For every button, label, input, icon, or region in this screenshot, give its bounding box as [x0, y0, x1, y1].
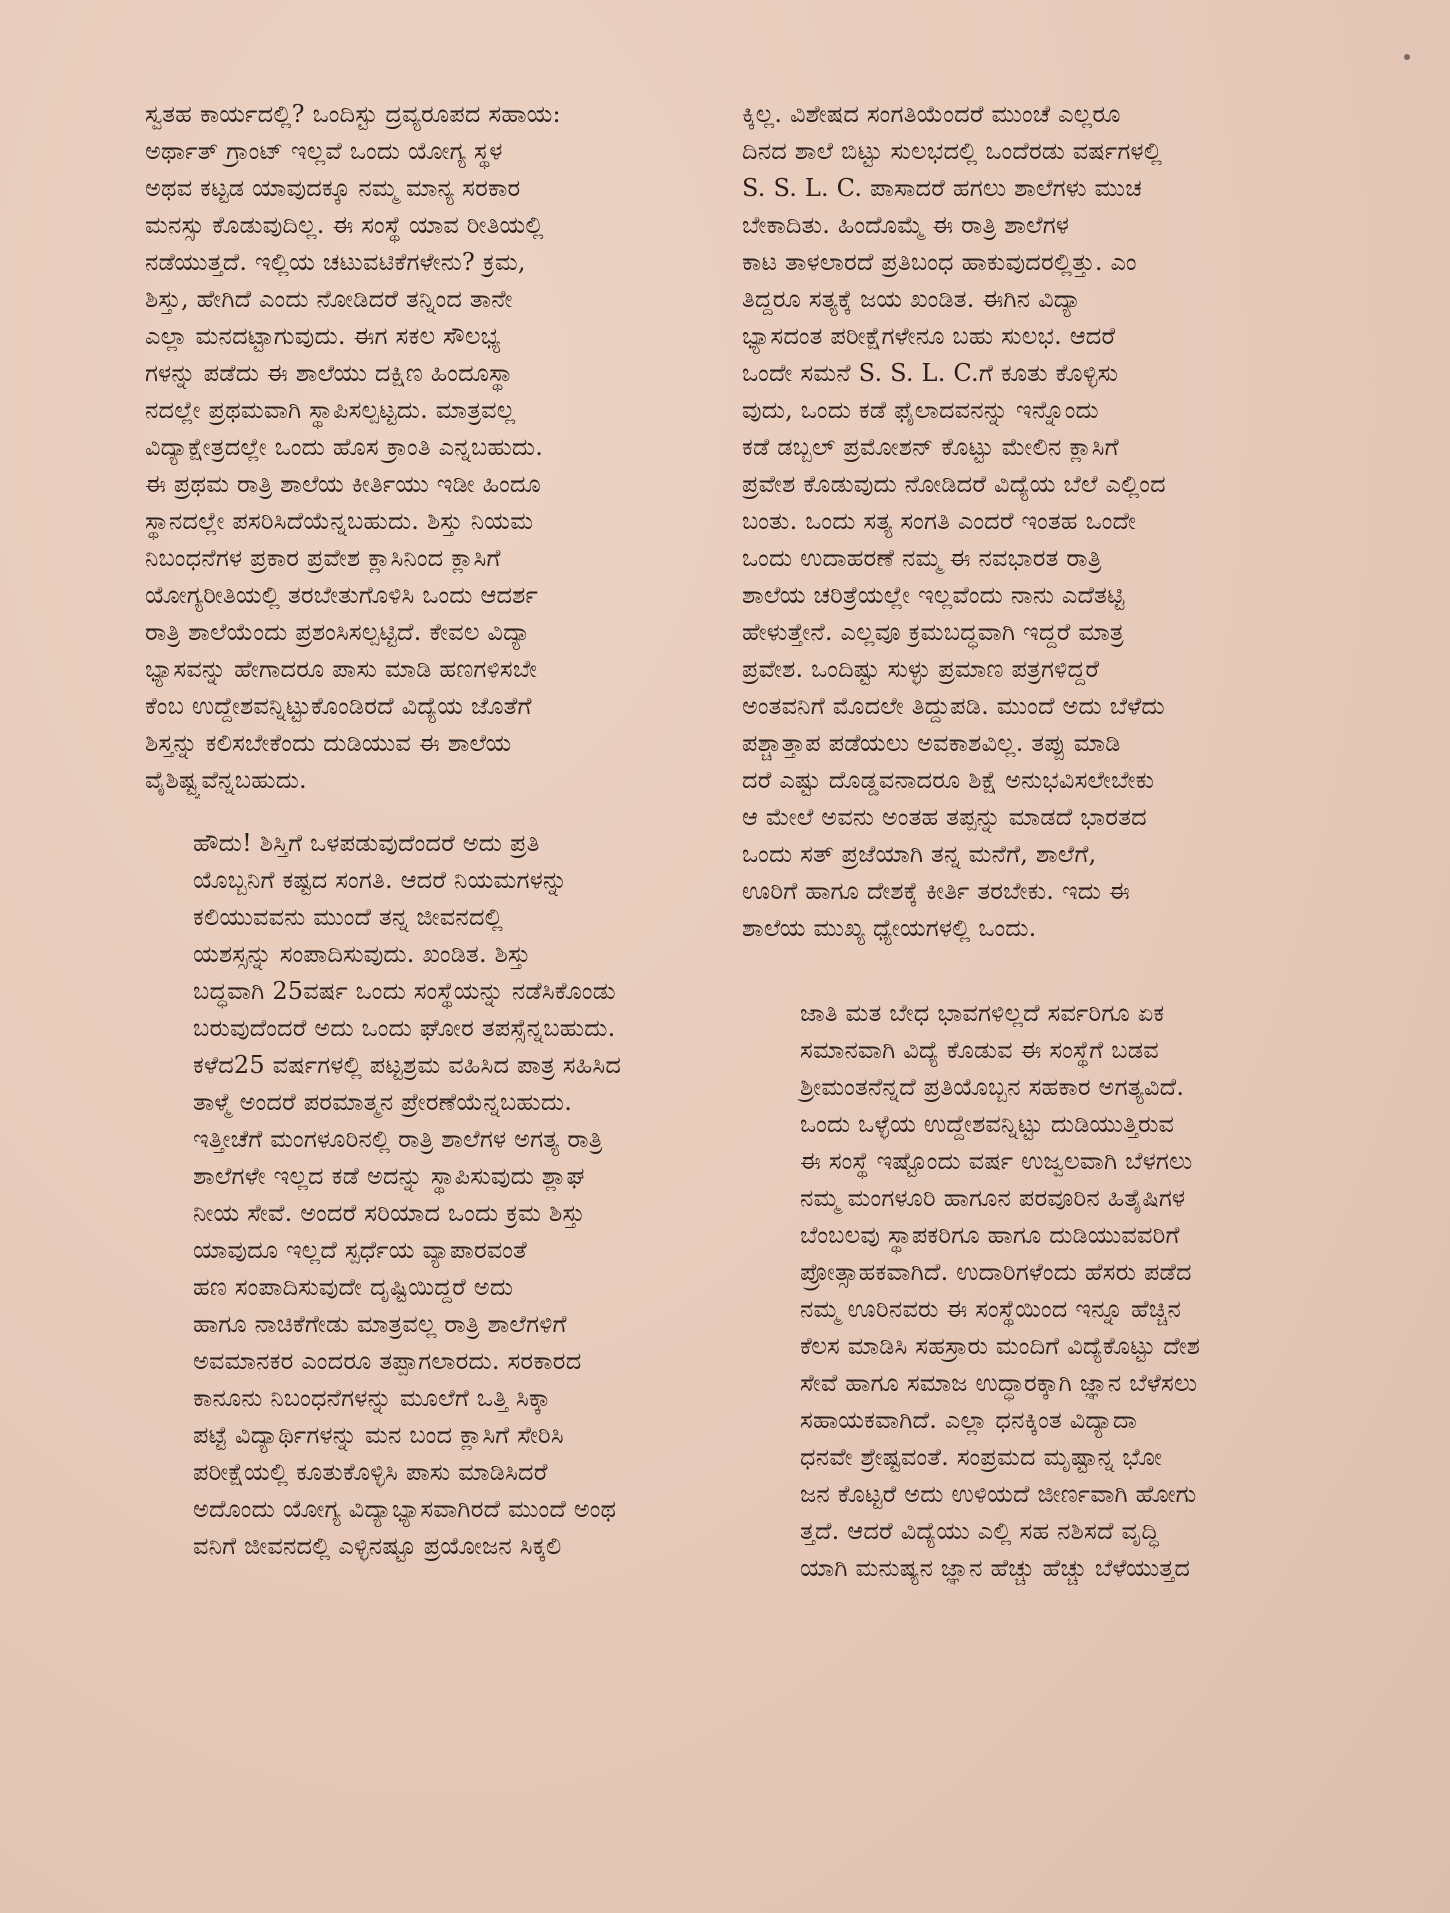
text-line: ನಮ್ಮ ಮಂಗಳೂರಿ ಹಾಗೂನ ಪರವೂರಿನ ಹಿತೈಷಿಗಳ	[800, 1184, 1186, 1212]
text-line: ಪ್ರೋತ್ಸಾಹಕವಾಗಿದೆ. ಉದಾರಿಗಳೆಂದು ಹೆಸರು ಪಡೆದ	[800, 1258, 1192, 1286]
text-line: ಯೋಗ್ಯರೀತಿಯಲ್ಲಿ ತರಬೇತುಗೊಳಿಸಿ ಒಂದು ಆದರ್ಶ	[145, 581, 538, 609]
text-line: ಅಂತವನಿಗೆ ಮೊದಲೇ ತಿದ್ದುಪಡಿ. ಮುಂದೆ ಅದು ಬೆಳೆದು	[742, 692, 1165, 720]
text-line: ಬೇಕಾದಿತು. ಹಿಂದೊಮ್ಮೆ ಈ ರಾತ್ರಿ ಶಾಲೆಗಳ	[742, 211, 1070, 239]
text-line: ತಾಳ್ಮೆ ಅಂದರೆ ಪರಮಾತ್ಮನ ಪ್ರೇರಣೆಯೆನ್ನಬಹುದು.	[193, 1088, 573, 1116]
text-line: ಸಮಾನವಾಗಿ ವಿದ್ಯೆ ಕೊಡುವ ಈ ಸಂಸ್ಥೆಗೆ ಬಡವ	[800, 1036, 1159, 1064]
text-line: ಕಡೆ ಡಬ್ಬಲ್ ಪ್ರಮೋಶನ್ ಕೊಟ್ಟು ಮೇಲಿನ ಕ್ಲಾಸಿಗೆ	[742, 433, 1119, 461]
text-line: ಜನ ಕೊಟ್ಟರೆ ಅದು ಉಳಿಯದೆ ಜೀರ್ಣವಾಗಿ ಹೋಗು	[800, 1480, 1197, 1508]
right-column	[742, 96, 1287, 1587]
text-line: ಶಿಸ್ತನ್ನು ಕಲಿಸಬೇಕೆಂದು ದುಡಿಯುವ ಈ ಶಾಲೆಯ	[145, 729, 512, 757]
text-line: ಹೇಳುತ್ತೇನೆ. ಎಲ್ಲವೂ ಕ್ರಮಬದ್ಧವಾಗಿ ಇದ್ದರೆ ಮಾತ್ರ	[742, 618, 1124, 646]
text-line: ಹೌದು! ಶಿಸ್ತಿಗೆ ಒಳಪಡುವುದೆಂದರೆ ಅದು ಪ್ರತಿ	[193, 829, 540, 857]
right-paragraph-2	[742, 995, 1287, 1587]
text-line: ಕ್ಕಿಲ್ಲ. ವಿಶೇಷದ ಸಂಗತಿಯೆಂದರೆ ಮುಂಚೆ ಎಲ್ಲರೂ	[742, 100, 1121, 128]
text-line: ಕಾನೂನು ನಿಬಂಧನೆಗಳನ್ನು ಮೂಲೆಗೆ ಒತ್ತಿ ಸಿಕ್ಕಾ	[193, 1384, 551, 1412]
text-line: ಈ ಸಂಸ್ಥೆ ಇಷ್ಟೊಂದು ವರ್ಷ ಉಜ್ವಲವಾಗಿ ಬೆಳಗಲು	[800, 1147, 1193, 1175]
text-line: ಶಾಲೆಯ ಮುಖ್ಯ ಧ್ಯೇಯಗಳಲ್ಲಿ ಒಂದು.	[742, 914, 1037, 942]
text-line: ಕಾಟ ತಾಳಲಾರದೆ ಪ್ರತಿಬಂಧ ಹಾಕುವುದರಲ್ಲಿತ್ತು. ಎಂ	[742, 248, 1137, 276]
text-line: ಪಶ್ಚಾತ್ತಾಪ ಪಡೆಯಲು ಅವಕಾಶವಿಲ್ಲ. ತಪ್ಪು ಮಾಡಿ	[742, 729, 1121, 757]
text-line: ಕಲಿಯುವವನು ಮುಂದೆ ತನ್ನ ಜೀವನದಲ್ಲಿ	[193, 903, 503, 931]
text-line: ಅವಮಾನಕರ ಎಂದರೂ ತಪ್ಪಾಗಲಾರದು. ಸರಕಾರದ	[193, 1347, 582, 1375]
text-line: ಈ ಪ್ರಥಮ ರಾತ್ರಿ ಶಾಲೆಯ ಕೀರ್ತಿಯು ಇಡೀ ಹಿಂದೂ	[145, 470, 541, 498]
text-line: ನೀಯ ಸೇವೆ. ಅಂದರೆ ಸರಿಯಾದ ಒಂದು ಕ್ರಮ ಶಿಸ್ತು	[193, 1199, 585, 1227]
text-line: ಯಾವುದೂ ಇಲ್ಲದೆ ಸ್ಪರ್ಧೆಯ ವ್ಯಾಪಾರವಂತೆ	[193, 1236, 527, 1264]
text-line: ಶಾಲೆಯ ಚರಿತ್ರೆಯಲ್ಲೇ ಇಲ್ಲವೆಂದು ನಾನು ಎದೆತಟ್ಟಿ	[742, 581, 1125, 609]
text-line: ಅರ್ಥಾತ್ ಗ್ರಾಂಟ್ ಇಲ್ಲವೆ ಒಂದು ಯೋಗ್ಯ ಸ್ಥಳ	[145, 137, 503, 165]
text-line: ಎಲ್ಲಾ ಮನದಟ್ಟಾಗುವುದು. ಈಗ ಸಕಲ ಸೌಲಭ್ಯ	[145, 322, 501, 350]
text-line: ನಡೆಯುತ್ತದೆ. ಇಲ್ಲಿಯ ಚಟುವಟಿಕೆಗಳೇನು? ಕ್ರಮ,	[145, 248, 526, 276]
text-line: ಯಾಗಿ ಮನುಷ್ಯನ ಜ್ಞಾನ ಹೆಚ್ಚು ಹೆಚ್ಚು ಬೆಳೆಯುತ್ತದ	[800, 1554, 1191, 1582]
text-line: ಬರುವುದೆಂದರೆ ಅದು ಒಂದು ಘೋರ ತಪಸ್ಸೆನ್ನಬಹುದು.	[193, 1014, 616, 1042]
text-line: ಕೆಲಸ ಮಾಡಿಸಿ ಸಹಸ್ರಾರು ಮಂದಿಗೆ ವಿದ್ಯೆಕೊಟ್ಟು ದೇಶ	[800, 1332, 1201, 1360]
text-line: ಒಂದು ಉದಾಹರಣೆ ನಮ್ಮ ಈ ನವಭಾರತ ರಾತ್ರಿ	[742, 544, 1102, 572]
text-line: ನಿಬಂಧನೆಗಳ ಪ್ರಕಾರ ಪ್ರವೇಶ ಕ್ಲಾಸಿನಿಂದ ಕ್ಲಾಸಿಗೆ	[145, 544, 501, 572]
text-line: ಜಾತಿ ಮತ ಬೇಧ ಭಾವಗಳಿಲ್ಲದೆ ಸರ್ವರಿಗೂ ಏಕ	[800, 999, 1165, 1027]
text-line: ಯಶಸ್ಸನ್ನು ಸಂಪಾದಿಸುವುದು. ಖಂಡಿತ. ಶಿಸ್ತು	[193, 940, 531, 968]
text-line: ಕೆಂಬ ಉದ್ದೇಶವನ್ನಿಟ್ಟುಕೊಂಡಿರದೆ ವಿದ್ಯೆಯ ಜೊತೆಗೆ	[145, 692, 532, 720]
right-paragraph-1	[742, 96, 1287, 947]
text-line: ಅಥವ ಕಟ್ಟಡ ಯಾವುದಕ್ಕೂ ನಮ್ಮ ಮಾನ್ಯ ಸರಕಾರ	[145, 174, 521, 202]
left-column	[145, 96, 695, 1565]
text-line: ಊರಿಗೆ ಹಾಗೂ ದೇಶಕ್ಕೆ ಕೀರ್ತಿ ತರಬೇಕು. ಇದು ಈ	[742, 877, 1130, 905]
text-line: ವನಿಗೆ ಜೀವನದಲ್ಲಿ ಎಳ್ಳಿನಷ್ಟೂ ಪ್ರಯೋಜನ ಸಿಕ್ಕಲಿ	[193, 1532, 562, 1560]
text-line: ಭ್ಯಾಸದಂತ ಪರೀಕ್ಷೆಗಳೇನೂ ಬಹು ಸುಲಭ. ಆದರೆ	[742, 322, 1116, 350]
left-paragraph-2	[145, 825, 695, 1565]
text-line: ಶಿಸ್ತು, ಹೇಗಿದೆ ಎಂದು ನೋಡಿದರೆ ತನ್ನಿಂದ ತಾನೇ	[145, 285, 513, 313]
text-line: ಪರೀಕ್ಷೆಯಲ್ಲಿ ಕೂತುಕೊಳ್ಳಿಸಿ ಪಾಸು ಮಾಡಿಸಿದರೆ	[193, 1458, 548, 1486]
text-line: ನಮ್ಮ ಊರಿನವರು ಈ ಸಂಸ್ಥೆಯಿಂದ ಇನ್ನೂ ಹೆಚ್ಚಿನ	[800, 1295, 1182, 1323]
text-line: ಒಂದು ಸತ್ ಪ್ರಜೆಯಾಗಿ ತನ್ನ ಮನೆಗೆ, ಶಾಲೆಗೆ,	[742, 840, 1097, 868]
text-line: ಸೇವೆ ಹಾಗೂ ಸಮಾಜ ಉದ್ಧಾರಕ್ಕಾಗಿ ಜ್ಞಾನ ಬೆಳೆಸಲು	[800, 1369, 1198, 1397]
text-line: ಅದೊಂದು ಯೋಗ್ಯ ವಿದ್ಯಾಭ್ಯಾಸವಾಗಿರದೆ ಮುಂದೆ ಅಂಥ	[193, 1495, 617, 1523]
page-speck	[1404, 54, 1410, 60]
text-line: ಸ್ಥಾನದಲ್ಲೇ ಪಸರಿಸಿದೆಯೆನ್ನಬಹುದು. ಶಿಸ್ತು ನಿಯಮ	[145, 507, 534, 535]
text-line: ಪ್ರವೇಶ. ಒಂದಿಷ್ಟು ಸುಳ್ಳು ಪ್ರಮಾಣ ಪತ್ರಗಳಿದ್ದರೆ	[742, 655, 1100, 683]
text-line: ವಿದ್ಯಾಕ್ಷೇತ್ರದಲ್ಲೇ ಒಂದು ಹೊಸ ಕ್ರಾಂತಿ ಎನ್ನಬಹುದು.	[145, 433, 544, 461]
text-line: ಬದ್ಧವಾಗಿ 25ವರ್ಷ ಒಂದು ಸಂಸ್ಥೆಯನ್ನು ನಡೆಸಿಕೊಂಡು	[193, 977, 616, 1005]
text-line: ಯೊಬ್ಬನಿಗೆ ಕಷ್ಟದ ಸಂಗತಿ. ಆದರೆ ನಿಯಮಗಳನ್ನು	[193, 866, 568, 894]
text-line: S. S. L. C. ಪಾಸಾದರೆ ಹಗಲು ಶಾಲೆಗಳು ಮುಚ	[742, 174, 1142, 202]
text-line: ಬೆಂಬಲವು ಸ್ಥಾಪಕರಿಗೂ ಹಾಗೂ ದುಡಿಯುವವರಿಗೆ	[800, 1221, 1180, 1249]
text-line: ಹಾಗೂ ನಾಚಿಕೆಗೇಡು ಮಾತ್ರವಲ್ಲ ರಾತ್ರಿ ಶಾಲೆಗಳಿಗೆ	[193, 1310, 567, 1338]
text-line: ತ್ತದೆ. ಆದರೆ ವಿದ್ಯೆಯು ಎಲ್ಲಿ ಸಹ ನಶಿಸದೆ ವೃದ್ಧಿ	[800, 1517, 1160, 1545]
left-paragraph-1	[145, 96, 695, 799]
text-line: ದಿನದ ಶಾಲೆ ಬಿಟ್ಟು ಸುಲಭದಲ್ಲಿ ಒಂದೆರಡು ವರ್ಷಗಳಲ್ಲಿ	[742, 137, 1163, 165]
text-line: ಒಂದೇ ಸಮನೆ S. S. L. C.ಗೆ ಕೂತು ಕೊಳ್ಳಿಸು	[742, 359, 1119, 387]
text-line: ಮನಸ್ಸು ಕೊಡುವುದಿಲ್ಲ. ಈ ಸಂಸ್ಥೆ ಯಾವ ರೀತಿಯಲ್ಲಿ	[145, 211, 544, 239]
text-line: ರಾತ್ರಿ ಶಾಲೆಯೆಂದು ಪ್ರಶಂಸಿಸಲ್ಪಟ್ಟಿದೆ. ಕೇವಲ ವಿದ್ಯಾ	[145, 618, 531, 646]
text-line: ಧನವೇ ಶ್ರೇಷ್ಟವಂತೆ. ಸಂಪ್ರಮದ ಮೃಷ್ಟಾನ್ನ ಭೋ	[800, 1443, 1163, 1471]
text-line: ತಿದ್ದರೂ ಸತ್ಯಕ್ಕೆ ಜಯ ಖಂಡಿತ. ಈಗಿನ ವಿದ್ಯಾ	[742, 285, 1082, 313]
text-line: ದರೆ ಎಷ್ಟು ದೊಡ್ಡವನಾದರೂ ಶಿಕ್ಷೆ ಅನುಭವಿಸಲೇಬೇಕು	[742, 766, 1155, 794]
text-line: ವೈಶಿಷ್ಟ್ಯವೆನ್ನಬಹುದು.	[145, 766, 307, 794]
text-line: ಶಾಲೆಗಳೇ ಇಲ್ಲದ ಕಡೆ ಅದನ್ನು ಸ್ಥಾಪಿಸುವುದು ಶ್ಲಾಘ	[193, 1162, 585, 1190]
text-line: ಆ ಮೇಲೆ ಅವನು ಅಂತಹ ತಪ್ಪನ್ನು ಮಾಡದೆ ಭಾರತದ	[742, 803, 1147, 831]
text-line: ಗಳನ್ನು ಪಡೆದು ಈ ಶಾಲೆಯು ದಕ್ಷಿಣ ಹಿಂದೂಸ್ಥಾ	[145, 359, 513, 387]
text-line: ಪಟ್ಟೆ ವಿದ್ಯಾರ್ಥಿಗಳನ್ನು ಮನ ಬಂದ ಕ್ಲಾಸಿಗೆ ಸೇರಿಸಿ	[193, 1421, 564, 1449]
text-line: ಶ್ರೀಮಂತನೆನ್ನದೆ ಪ್ರತಿಯೊಬ್ಬನ ಸಹಕಾರ ಅಗತ್ಯವಿದೆ.	[800, 1073, 1185, 1101]
text-line: ಸ್ವತಹ ಕಾರ್ಯದಲ್ಲಿ? ಒಂದಿಸ್ಟು ದ್ರವ್ಯರೂಪದ ಸಹಾಯ:	[145, 100, 561, 128]
text-line: ಇತ್ತೀಚೆಗೆ ಮಂಗಳೂರಿನಲ್ಲಿ ರಾತ್ರಿ ಶಾಲೆಗಳ ಅಗತ್ಯ ರಾತ್ರಿ	[193, 1125, 603, 1153]
text-line: ಸಹಾಯಕವಾಗಿದೆ. ಎಲ್ಲಾ ಧನಕ್ಕಿಂತ ವಿದ್ಯಾದಾ	[800, 1406, 1138, 1434]
text-line: ಕಳೆದ25 ವರ್ಷಗಳಲ್ಲಿ ಪಟ್ಟಶ್ರಮ ವಹಿಸಿದ ಪಾತ್ರ ಸಹಿಸಿದ	[193, 1051, 622, 1079]
text-line: ಭ್ಯಾಸವನ್ನು ಹೇಗಾದರೂ ಪಾಸು ಮಾಡಿ ಹಣಗಳಿಸಬೇ	[145, 655, 538, 683]
text-line: ಹಣ ಸಂಪಾದಿಸುವುದೇ ದೃಷ್ಟಿಯಿದ್ದರೆ ಅದು	[193, 1273, 514, 1301]
text-line: ಪ್ರವೇಶ ಕೊಡುವುದು ನೋಡಿದರೆ ವಿದ್ಯೆಯ ಬೆಲೆ ಎಲ್ಲಿಂದ	[742, 470, 1166, 498]
text-line: ವುದು, ಒಂದು ಕಡೆ ಫೈಲಾದವನನ್ನು ಇನ್ನೊಂದು	[742, 396, 1099, 424]
text-line: ನದಲ್ಲೇ ಪ್ರಥಮವಾಗಿ ಸ್ಥಾಪಿಸಲ್ಪಟ್ಟದು. ಮಾತ್ರವಲ್ಲ	[145, 396, 516, 424]
text-line: ಒಂದು ಒಳ್ಳೆಯ ಉದ್ದೇಶವನ್ನಿಟ್ಟು ದುಡಿಯುತ್ತಿರುವ	[800, 1110, 1175, 1138]
text-line: ಬಂತು. ಒಂದು ಸತ್ಯ ಸಂಗತಿ ಎಂದರೆ ಇಂತಹ ಒಂದೇ	[742, 507, 1137, 535]
